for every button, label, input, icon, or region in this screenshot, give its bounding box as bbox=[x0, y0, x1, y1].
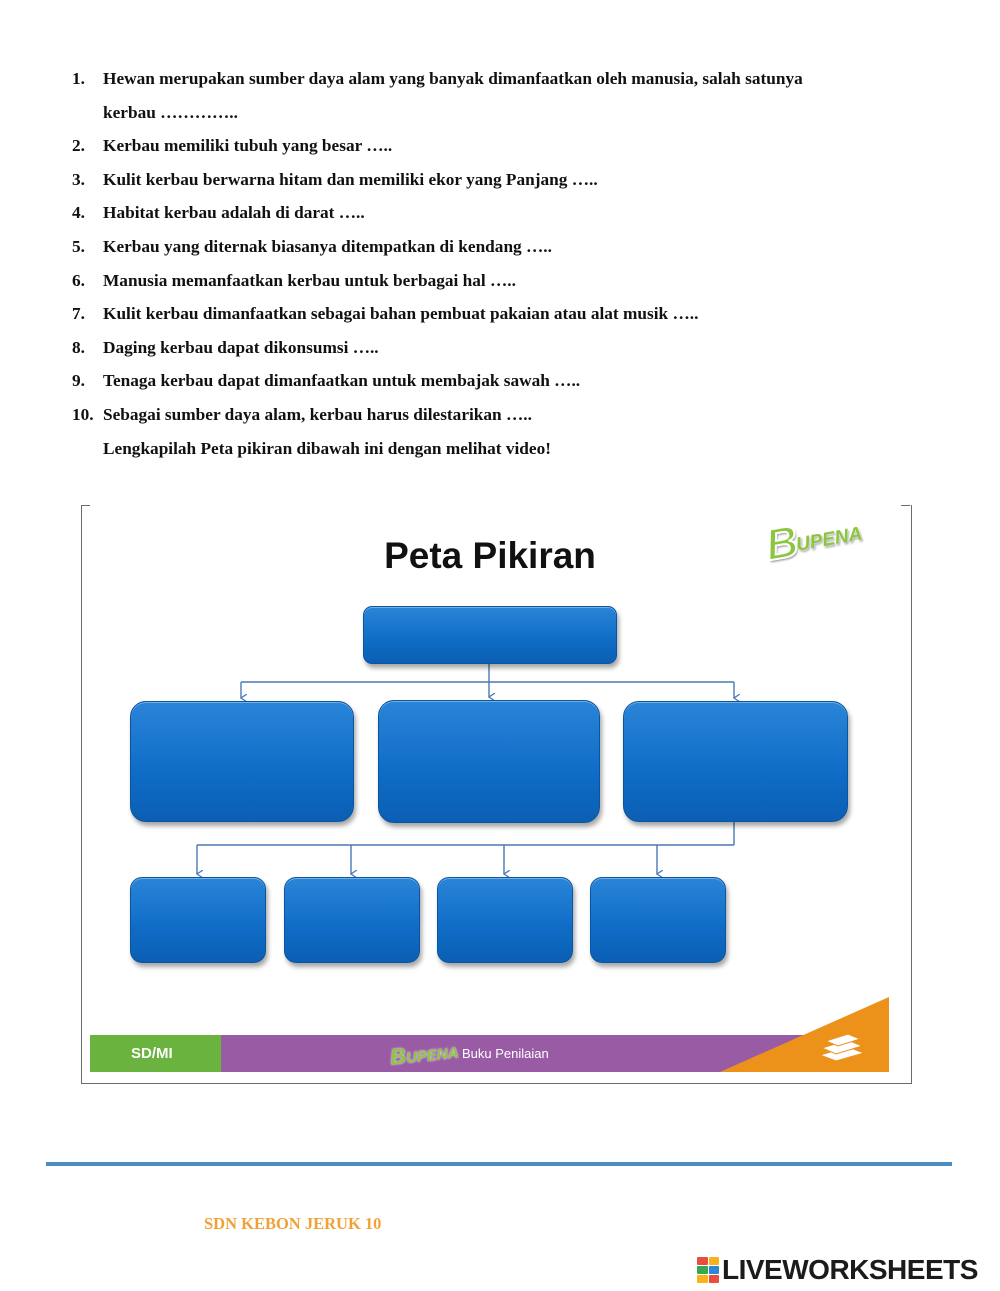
school-name: SDN KEBON JERUK 10 bbox=[204, 1214, 382, 1233]
mindmap-leaf-box[interactable] bbox=[590, 877, 726, 963]
question-number: 6. bbox=[72, 270, 85, 290]
liveworksheets-wordmark: LIVEWORKSHEETS bbox=[722, 1254, 978, 1285]
question-number: 1. bbox=[72, 69, 85, 88]
question-item bbox=[72, 264, 932, 298]
frame-corner bbox=[901, 505, 910, 506]
question-item bbox=[72, 398, 932, 432]
mindmap-title: Peta Pikiran bbox=[384, 535, 596, 576]
logo-letter: B bbox=[761, 516, 802, 571]
question-text: Daging kerbau dapat dikonsumsi ….. bbox=[103, 337, 379, 357]
instruction-row bbox=[72, 432, 932, 466]
question-item bbox=[72, 331, 932, 365]
banner-level: SD/MI bbox=[90, 1035, 221, 1072]
question-text-continued: kerbau ………….. bbox=[103, 102, 238, 122]
question-number: 10. bbox=[72, 404, 94, 424]
question-number: 4. bbox=[72, 203, 85, 223]
liveworksheets-icon bbox=[697, 1257, 719, 1283]
question-text: Habitat kerbau adalah di darat ….. bbox=[103, 203, 365, 223]
question-number: 3. bbox=[72, 169, 85, 189]
logo-word: UPENA bbox=[794, 523, 864, 556]
horizontal-rule bbox=[46, 1162, 952, 1166]
question-number: 9. bbox=[72, 371, 85, 391]
mindmap-root-box[interactable] bbox=[363, 606, 617, 664]
question-number: 2. bbox=[72, 136, 85, 156]
question-text: Kerbau memiliki tubuh yang besar ….. bbox=[103, 136, 393, 156]
instruction-text: Lengkapilah Peta pikiran dibawah ini dengan melihat video! bbox=[103, 438, 551, 458]
question-number: 8. bbox=[72, 337, 85, 357]
question-text: Tenaga kerbau dapat dimanfaatkan untuk membajak sawah ….. bbox=[103, 371, 581, 391]
mindmap-leaf-box[interactable] bbox=[284, 877, 420, 963]
banner-label: Buku Penilaian bbox=[462, 1046, 549, 1061]
question-number: 5. bbox=[72, 236, 85, 256]
question-text: Kerbau yang diternak biasanya ditempatkan di kendang ….. bbox=[103, 236, 552, 256]
question-text: Kulit kerbau berwarna hitam dan memiliki ekor yang Panjang ….. bbox=[103, 169, 598, 189]
question-list bbox=[72, 62, 932, 465]
mindmap-branch-box[interactable] bbox=[378, 700, 600, 823]
mindmap-leaf-box[interactable] bbox=[437, 877, 573, 963]
question-item bbox=[72, 230, 932, 264]
question-item bbox=[72, 196, 932, 230]
book-banner bbox=[90, 1035, 889, 1072]
frame-corner bbox=[81, 505, 90, 506]
mindmap-leaf-box[interactable] bbox=[130, 877, 266, 963]
question-text: Hewan merupakan sumber daya alam yang banyak dimanfaatkan oleh manusia, salah satunya bbox=[103, 69, 803, 88]
question-item bbox=[72, 364, 932, 398]
question-item bbox=[72, 62, 932, 129]
banner-logo: BUPENA bbox=[388, 1042, 460, 1070]
question-item bbox=[72, 163, 932, 197]
question-number: 7. bbox=[72, 304, 85, 324]
liveworksheets-logo[interactable] bbox=[697, 1254, 978, 1286]
mindmap-branch-box[interactable] bbox=[623, 701, 848, 822]
mindmap-branch-box[interactable] bbox=[130, 701, 354, 822]
question-item bbox=[72, 297, 932, 331]
question-text: Kulit kerbau dimanfaatkan sebagai bahan pembuat pakaian atau alat musik ….. bbox=[103, 304, 699, 324]
question-text: Sebagai sumber daya alam, kerbau harus dilestarikan ….. bbox=[103, 404, 532, 424]
books-icon bbox=[818, 1029, 866, 1063]
bupena-logo bbox=[761, 515, 874, 571]
question-text: Manusia memanfaatkan kerbau untuk berbagai hal ….. bbox=[103, 270, 516, 290]
question-item bbox=[72, 129, 932, 163]
